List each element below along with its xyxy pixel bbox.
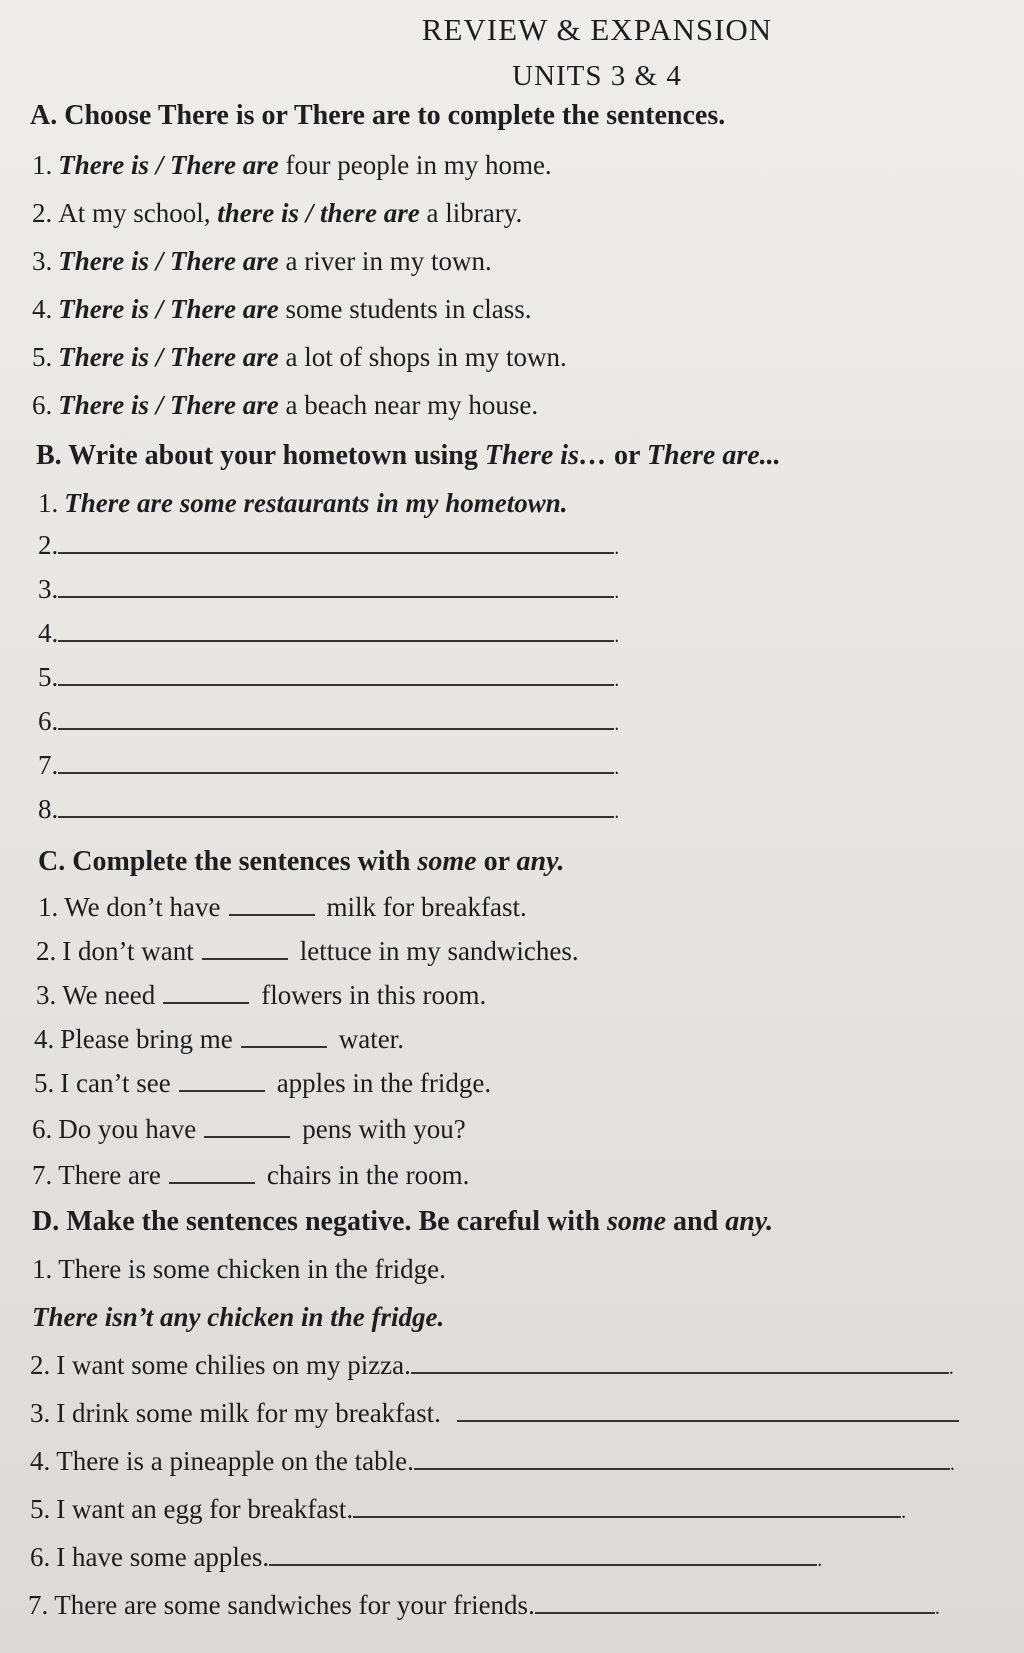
section-b-blank-2: 2. . bbox=[38, 530, 620, 560]
section-b-blank-7: 7. . bbox=[38, 750, 620, 780]
section-d-example: 1. There is some chicken in the fridge. bbox=[32, 1254, 446, 1284]
section-d-item-7: 7. There are some sandwiches for your friends. . bbox=[28, 1590, 940, 1620]
page-subtitle: UNITS 3 & 4 bbox=[512, 60, 682, 92]
answer-blank[interactable] bbox=[58, 662, 614, 686]
answer-blank[interactable] bbox=[457, 1398, 959, 1422]
section-c-item-3: 3. We need flowers in this room. bbox=[36, 980, 487, 1010]
section-c-item-6: 6. Do you have pens with you? bbox=[32, 1114, 466, 1144]
section-d-heading: D. Make the sentences negative. Be careful with some and any. bbox=[32, 1206, 774, 1237]
section-b-blank-3: 3. . bbox=[38, 574, 620, 604]
answer-blank[interactable] bbox=[202, 940, 288, 960]
section-c-item-1: 1. We don’t have milk for breakfast. bbox=[38, 892, 527, 922]
section-b-blank-8: 8. . bbox=[38, 794, 620, 824]
section-b-heading: B. Write about your hometown using There is… or There are... bbox=[36, 440, 781, 471]
choice: There is / There are bbox=[58, 246, 279, 276]
answer-blank[interactable] bbox=[229, 896, 315, 916]
answer-blank[interactable] bbox=[269, 1542, 817, 1566]
answer-blank[interactable] bbox=[414, 1446, 950, 1470]
answer-blank[interactable] bbox=[535, 1590, 935, 1614]
answer-blank[interactable] bbox=[353, 1494, 901, 1518]
section-b-example: 1. There are some restaurants in my hometown. bbox=[38, 488, 568, 518]
choice: there is / there are bbox=[217, 198, 420, 228]
page-title: REVIEW & EXPANSION bbox=[421, 12, 773, 47]
section-a-item-4: 4. There is / There are some students in class. bbox=[32, 294, 532, 324]
section-a-item-6: 6. There is / There are a beach near my house. bbox=[32, 390, 539, 420]
section-c-item-4: 4. Please bring me water. bbox=[34, 1024, 404, 1054]
section-b-blank-5: 5. . bbox=[38, 662, 620, 692]
answer-blank[interactable] bbox=[58, 574, 614, 598]
section-c-item-5: 5. I can’t see apples in the fridge. bbox=[34, 1068, 492, 1098]
answer-blank[interactable] bbox=[58, 794, 614, 818]
section-d-item-5: 5. I want an egg for breakfast. . bbox=[30, 1494, 907, 1524]
choice: There is / There are bbox=[58, 390, 279, 420]
section-c-item-2: 2. I don’t want lettuce in my sandwiches. bbox=[36, 936, 579, 966]
section-d-item-6: 6. I have some apples. . bbox=[30, 1542, 823, 1572]
section-d-item-3: 3. I drink some milk for my breakfast. bbox=[30, 1398, 959, 1429]
section-a-heading: A. Choose There is or There are to complete the sentences. bbox=[30, 100, 726, 131]
choice: There is / There are bbox=[58, 294, 279, 324]
section-a-item-5: 5. There is / There are a lot of shops in my town. bbox=[32, 342, 567, 372]
answer-blank[interactable] bbox=[179, 1072, 265, 1092]
choice: There is / There are bbox=[58, 150, 279, 180]
answer-blank[interactable] bbox=[58, 750, 614, 774]
section-a-item-2: 2. At my school, there is / there are a library. bbox=[32, 198, 523, 228]
section-b-blank-4: 4. . bbox=[38, 618, 620, 648]
answer-blank[interactable] bbox=[204, 1118, 290, 1138]
answer-blank[interactable] bbox=[411, 1350, 949, 1374]
section-b-blank-6: 6. . bbox=[38, 706, 620, 736]
answer-blank[interactable] bbox=[163, 984, 249, 1004]
section-d-example-answer: There isn’t any chicken in the fridge. bbox=[32, 1302, 445, 1332]
section-d-item-2: 2. I want some chilies on my pizza. . bbox=[30, 1350, 954, 1380]
section-c-heading: C. Complete the sentences with some or any. bbox=[38, 846, 565, 877]
answer-blank[interactable] bbox=[58, 530, 614, 554]
choice: There is / There are bbox=[58, 342, 279, 372]
answer-blank[interactable] bbox=[169, 1164, 255, 1184]
section-a-item-3: 3. There is / There are a river in my town. bbox=[32, 246, 492, 276]
section-d-item-4: 4. There is a pineapple on the table. . bbox=[30, 1446, 955, 1476]
answer-blank[interactable] bbox=[241, 1028, 327, 1048]
answer-blank[interactable] bbox=[58, 706, 614, 730]
section-c-item-7: 7. There are chairs in the room. bbox=[32, 1160, 470, 1190]
answer-blank[interactable] bbox=[58, 618, 614, 642]
section-a-item-1: 1. There is / There are four people in my home. bbox=[32, 150, 552, 180]
